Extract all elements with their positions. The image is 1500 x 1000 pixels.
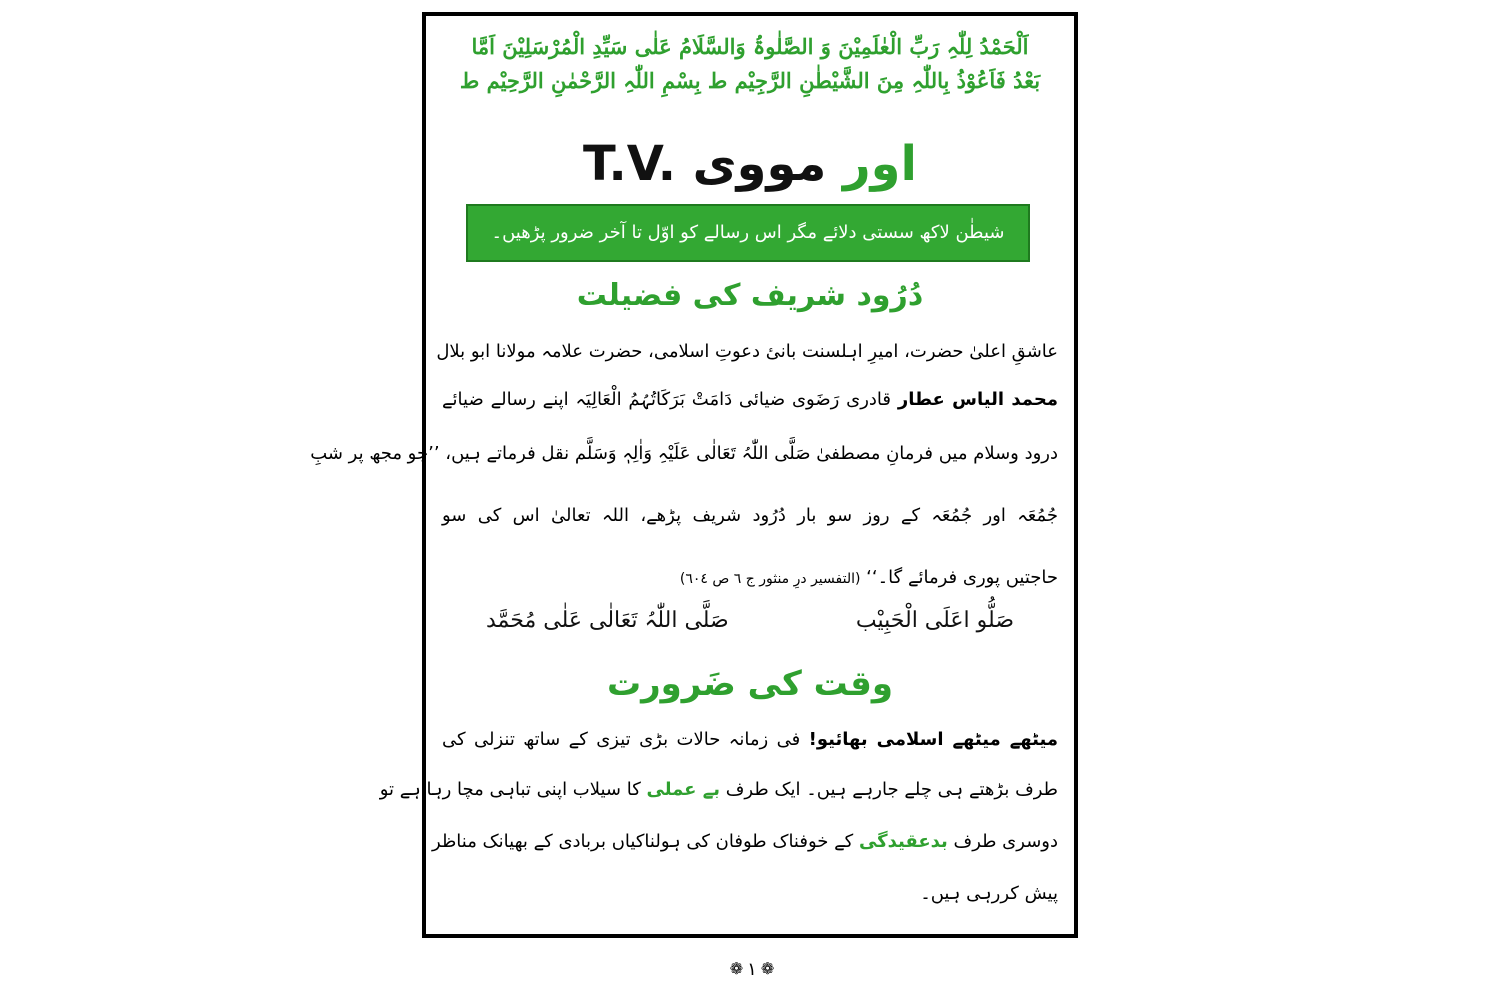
line-text: کا سیلاب اپنی تباہی مچا رہا ہے تو — [379, 779, 641, 800]
paragraph-line — [310, 432, 1058, 476]
page-number — [724, 952, 780, 986]
paragraph-line — [442, 380, 1058, 420]
address-phrase: میٹھے میٹھے اسلامی بھائیو! — [808, 729, 1059, 750]
line-text: قادری رَضَوی ضیائی دَامَتْ بَرَکَاتُہُمُ الْعَالِیَہ اپنے رسالے ضیائے — [442, 389, 892, 410]
paragraph-line — [442, 718, 1058, 762]
line-text: پیش کررہی ہیں۔ — [920, 883, 1058, 904]
bismillah-block — [440, 30, 1060, 98]
line-text: دوسری طرف — [953, 831, 1058, 852]
line-text: طرف بڑھتے ہی چلے جارہے ہیں۔ ایک طرف — [725, 779, 1058, 800]
title-tv: T.V. — [583, 136, 676, 192]
salutation-row — [476, 608, 1024, 642]
line-text: فی زمانہ حالات بڑی تیزی کے ساتھ تنزلی کی — [442, 729, 801, 750]
page-title — [426, 134, 1074, 194]
page-number-value: ١ — [747, 958, 757, 980]
warning-banner: شیطٰن لاکھ سستی دلائے مگر اس رسالے کو اوّل تا آخر ضرور پڑھیں۔ — [466, 204, 1030, 262]
highlight-bad-aqeedgi: بدعقیدگی — [858, 831, 948, 852]
paragraph-line — [436, 332, 1058, 372]
reference-text: (التفسیر درِ منثور ج ٦ ص ٦٠٤) — [679, 571, 861, 587]
author-name: محمد الیاس عطار — [897, 389, 1058, 410]
bismillah-line-1: اَلْحَمْدُ لِلّٰہِ رَبِّ الْعٰلَمِیْنَ وَ الصَّلٰوۃُ وَالسَّلَامُ عَلٰی سَیِّدِ الْمُرْسَلِیْنَ اَمَّا — [471, 34, 1029, 59]
page-frame — [310, 12, 1078, 938]
salutation-left: صَلَّی اللّٰہُ تَعَالٰی عَلٰی مُحَمَّد — [486, 608, 729, 633]
section-heading-waqt: وقت کی ضَرورت — [606, 664, 894, 704]
line-text: جُمُعَہ اور جُمُعَہ کے روز سو بار دُرُود شریف پڑھے، اللہ تعالیٰ اس کی سو — [442, 505, 1058, 526]
bismillah-line-2: بَعْدُ فَاَعُوْذُ بِاللّٰہِ مِنَ الشَّیْطٰنِ الرَّجِیْم ط بِسْمِ اللّٰہِ الرَّحْمٰنِ الرَّحِیْم ط — [459, 68, 1041, 93]
highlight-be-amali: بے عملی — [646, 779, 721, 800]
title-aur: اور — [843, 136, 917, 192]
line-text: عاشقِ اعلیٰ حضرت، امیرِ اہلسنت بانیٔ دعوتِ اسلامی، حضرت علامہ مولانا ابو بلال — [436, 341, 1058, 362]
section-heading-durood: دُرُود شریف کی فضیلت — [576, 278, 924, 313]
paragraph-line — [442, 492, 1058, 540]
salutation-right: صَلُّو اعَلَی الْحَبِیْب — [855, 608, 1014, 633]
line-text: درود وسلام میں فرمانِ مصطفیٰ صَلَّی اللّٰہُ تَعَالٰی عَلَیْہِ وَاٰلِہٖ وَسَلَّم نقل فرماتے ہیں، ’’جو مجھ پر شبِ — [310, 443, 1058, 464]
paragraph-line — [432, 820, 1058, 864]
paragraph-line — [442, 556, 1058, 601]
line-text: حاجتیں پوری فرمائے گا۔‘‘ — [866, 567, 1058, 588]
ornament-icon: ❁ — [760, 959, 775, 978]
line-text: کے خوفناک طوفان کی ہولناکیاں بربادی کے بھیانک مناظر — [432, 831, 854, 852]
ornament-icon: ❁ — [729, 959, 744, 978]
paragraph-line — [379, 768, 1058, 812]
title-movie: مووی — [692, 136, 827, 192]
paragraph-line — [442, 872, 1058, 916]
